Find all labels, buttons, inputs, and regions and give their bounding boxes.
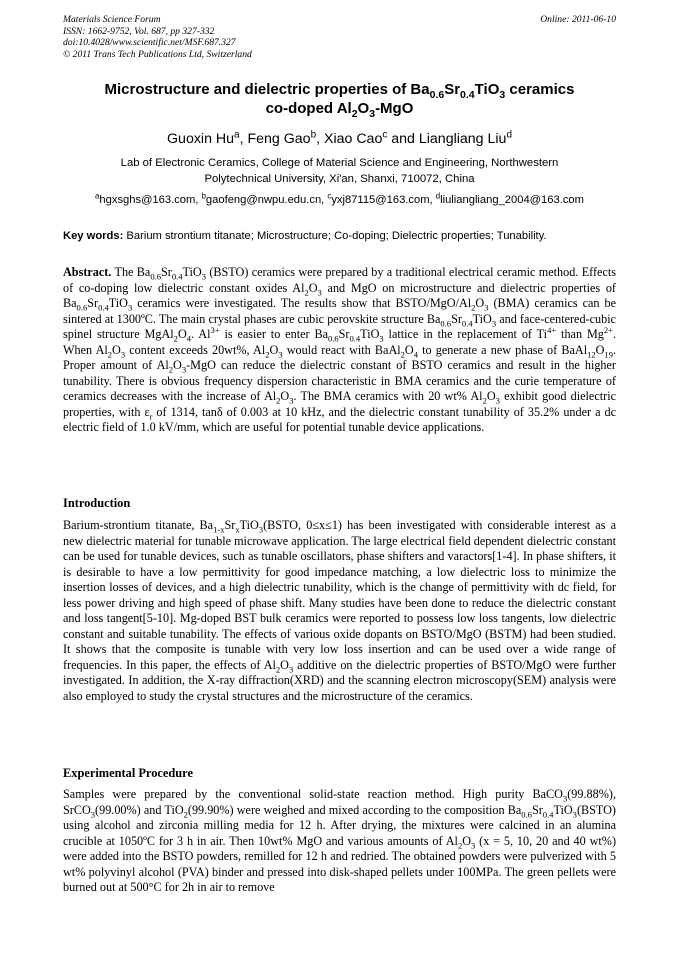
online-date: Online: 2011-06-10 [540,14,616,25]
title-line-1: Microstructure and dielectric properties of $Ba_{0.6}Sr_{0.4}TiO_3$ ceramics [104,81,575,101]
experimental-text: Samples were prepared by the conventional solid-state reaction method. High purity BaCO$_3$(99.88%), SrCO$_3$(99.00%) and TiO$_2$(99.90%) were weighed and mixed according to the composition $Ba_{0.6}Sr_{0.4}TiO_3(BSTO)$ using alcohol and zirconia milling media for 12 h. After drying, the mixtures were calcined in an alumina crucible at 1050ºC for 3 h in air. Then 10wt% MgO and various amounts of $Al_2O_3$ (x = 5, 10, 20 and 40 wt%) were added into the BSTO powders, remilled for 12 h and redried. The obtained powders were pulverized with 5 wt% polyvinyl alcohol (PVA) binder and pressed into disk-shaped pellets under 100MPa. The green pellets were burned out at 500°C for 2h in air to remove [63,787,616,894]
journal-copyright: © 2011 Trans Tech Publications Ltd, Switzerland [63,48,252,60]
experimental-heading: Experimental Procedure [63,766,193,780]
introduction-heading: Introduction [63,496,131,510]
affiliation: Lab of Electronic Ceramics, College of Material Science and Engineering, Northwestern Polytechnical University, Xi'an, Shanxi, 710072, China [120,157,559,185]
title-line-2: co-doped $Al_2O_3$-MgO [265,100,414,120]
journal-issn: ISSN: 1662-9752, Vol. 687, pp 327-332 [63,25,215,37]
journal-header [63,14,616,60]
author-emails: $^a$hgxsghs@163.com, $^b$gaofeng@nwpu.edu.cn, $^c$yxj87115@163.com, $^d$liuliangliang_2004@163.com [95,191,584,206]
keywords: Key words: Barium strontium titanate; Microstructure; Co-doping; Dielectric properties; Tunability. [63,230,547,242]
paper-title [63,80,616,118]
journal-doi: doi:10.4028/www.scientific.net/MSF.687.327 [63,37,236,49]
author-list: Guoxin Hu$^a$, Feng Gao$^b$, Xiao Cao$^c$ and Liangliang Liu$^d$ [167,129,512,147]
journal-name: Materials Science Forum [63,14,161,25]
introduction-text: Barium-strontium titanate, $Ba_{1-x}Sr_xTiO_3(BSTO$, 0≤x≤1) has been investigated with considerable interest as a new dielectric material for tunable microwave application. The large electrical field dependent dielectric constant can be used for tunable devices, such as tunable oscillators, phase shifters and varactors[1-4]. In phase shifters, it is desirable to have a low permittivity for good impedance matching, a low dielectric loss to minimize the insertion losses of devices, and a high dielectric tunability, which is the change of permittivity with dc field, for less power driving and high speed of phase shift. Many studies have been done to reduce the dielectric constant and loss tangent[5-10]. Mg-doped BST bulk ceramics were reported to possess low loss tangents, low dielectric constant and suitable tunability. The effects of various oxide dopants on BSTO/MgO (BSTM) had been studied. It shows that the composite is tunable with very low loss insertion and can be used over a wide range of frequencies. In this paper, the effects of $Al_2O_3$ additive on the dielectric properties of BSTO/MgO were further investigated. In addition, the X-ray diffraction(XRD) and the scanning electron microscopy(SEM) analysis were also employed to study the crystal structures and the microstructure of the ceramics. [63,518,616,703]
abstract: Abstract. The $Ba_{0.6}Sr_{0.4}TiO_3$ (BSTO) ceramics were prepared by a traditional electrical ceramic method. Effects of co-doping low dielectric constant oxides $Al_2O_3$ and MgO on microstructure and dielectric properties of $Ba_{0.6}Sr_{0.4}TiO_3$ ceramics were investigated. The results show that BSTO/$MgO/Al_2O_3$ (BMA) ceramics can be sintered at 1300ºC. The main crystal phases are cubic perovskite structure $Ba_{0.6}Sr_{0.4}TiO_3$ and face-centered-cubic spinel structure $MgAl_2O_4$. $Al^{3+}$ is easier to enter $Ba_{0.6}Sr_{0.4}TiO_3$ lattice in the replacement of $Ti^{4+}$ than $Mg^{2+}$. When $Al_2O_3$ content exceeds 20wt%, $Al_2O_3$ would react with $BaAl_2O_4$ to generate a new phase of $BaAl_{12}O_{19}$. Proper amount of $Al_2O_3$-MgO can reduce the dielectric constant of BSTO ceramics and result in the higher tunability. There is obvious frequency dispersion characteristic in BMA ceramics and the curie temperature of ceramics decreases with the increase of $Al_2O_3$. The BMA ceramics with 20 wt% $Al_2O_3$ exhibit good dielectric properties, with $\varepsilon_r$ of 1314, tanδ of 0.003 at 10 kHz, and the dielectric constant tunability of 35.2% under a dc electric field of 1.0 kV/mm, which are useful for potential tunable device applications. [63,265,616,434]
